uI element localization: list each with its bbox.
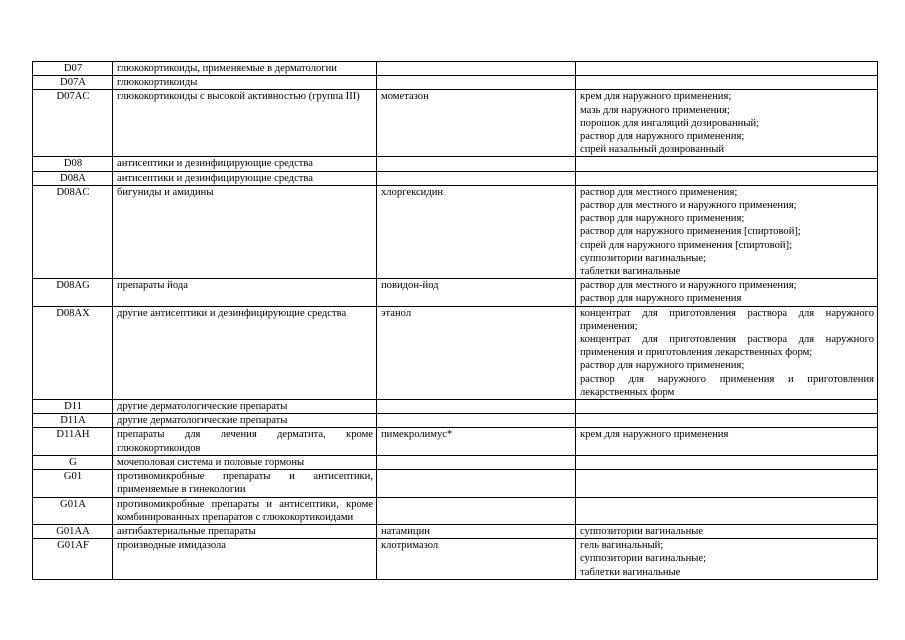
dosage-form-line: раствор для наружного применения и приготовления лекарственных форм bbox=[580, 373, 874, 398]
dosage-form-line: таблетки вагинальные bbox=[580, 266, 681, 278]
active-substance-cell: повидон-йод bbox=[377, 279, 576, 306]
active-substance-cell: этанол bbox=[377, 306, 576, 399]
anatomical-group-cell: мочеполовая система и половые гормоны bbox=[113, 455, 377, 469]
dosage-form-line: раствор для наружного применения [спиртовой]; bbox=[580, 226, 801, 238]
dosage-forms-cell bbox=[576, 185, 878, 278]
table-row bbox=[33, 62, 878, 76]
atc-code-cell: D08A bbox=[33, 171, 113, 185]
dosage-form-line: раствор для наружного применения; bbox=[580, 360, 745, 372]
table-row bbox=[33, 428, 878, 455]
table-row bbox=[33, 470, 878, 497]
atc-drug-table bbox=[32, 61, 878, 580]
anatomical-group-cell: бигуниды и амидины bbox=[113, 185, 377, 278]
anatomical-group-cell: антисептики и дезинфицирующие средства bbox=[113, 171, 377, 185]
dosage-forms-cell bbox=[576, 470, 878, 497]
dosage-forms-cell bbox=[576, 279, 878, 306]
atc-code-cell: D11AH bbox=[33, 428, 113, 455]
dosage-forms-cell bbox=[576, 171, 878, 185]
atc-code-cell: D11A bbox=[33, 414, 113, 428]
table-row bbox=[33, 76, 878, 90]
active-substance-cell bbox=[377, 455, 576, 469]
table-row bbox=[33, 414, 878, 428]
anatomical-group-cell: препараты для лечения дерматита, кроме глюкокортикоидов bbox=[113, 428, 377, 455]
atc-code-cell: D08AG bbox=[33, 279, 113, 306]
anatomical-group-cell: производные имидазола bbox=[113, 539, 377, 580]
atc-code-cell: G01AF bbox=[33, 539, 113, 580]
anatomical-group-cell: другие дерматологические препараты bbox=[113, 400, 377, 414]
dosage-form-line: концентрат для приготовления раствора для наружного применения; bbox=[580, 307, 874, 332]
dosage-forms-cell bbox=[576, 157, 878, 171]
anatomical-group-cell: другие антисептики и дезинфицирующие средства bbox=[113, 306, 377, 399]
dosage-form-line: концентрат для приготовления раствора для наружного применения и приготовления лекарственных форм; bbox=[580, 334, 874, 359]
atc-code-cell: D08AX bbox=[33, 306, 113, 399]
dosage-forms-cell bbox=[576, 414, 878, 428]
table-row bbox=[33, 497, 878, 524]
anatomical-group-cell: антибактериальные препараты bbox=[113, 524, 377, 538]
dosage-form-line: крем для наружного применения bbox=[580, 429, 729, 441]
dosage-forms-cell bbox=[576, 428, 878, 455]
anatomical-group-cell: противомикробные препараты и антисептики, кроме комбинированных препаратов с глюкокортикоидами bbox=[113, 497, 377, 524]
active-substance-cell bbox=[377, 62, 576, 76]
dosage-form-line: суппозитории вагинальные; bbox=[580, 553, 707, 565]
dosage-form-line: раствор для наружного применения; bbox=[580, 131, 745, 143]
table-row bbox=[33, 90, 878, 157]
active-substance-cell: хлоргексидин bbox=[377, 185, 576, 278]
dosage-form-line: мазь для наружного применения; bbox=[580, 104, 730, 116]
dosage-forms-cell bbox=[576, 90, 878, 157]
atc-table-body bbox=[33, 62, 878, 580]
atc-code-cell: G01 bbox=[33, 470, 113, 497]
dosage-forms-cell bbox=[576, 400, 878, 414]
atc-code-cell: D07AC bbox=[33, 90, 113, 157]
atc-code-cell: D08 bbox=[33, 157, 113, 171]
table-row bbox=[33, 279, 878, 306]
dosage-forms-cell bbox=[576, 539, 878, 580]
anatomical-group-cell: глюкокортикоиды, применяемые в дерматологии bbox=[113, 62, 377, 76]
dosage-forms-cell bbox=[576, 76, 878, 90]
dosage-form-line: крем для наружного применения; bbox=[580, 91, 732, 103]
active-substance-cell bbox=[377, 470, 576, 497]
table-row bbox=[33, 400, 878, 414]
dosage-form-line: суппозитории вагинальные; bbox=[580, 252, 707, 264]
dosage-form-line: порошок для ингаляций дозированный; bbox=[580, 117, 760, 129]
document-page bbox=[32, 61, 877, 580]
dosage-form-line: раствор для наружного применения; bbox=[580, 213, 745, 225]
active-substance-cell: пимекролимус* bbox=[377, 428, 576, 455]
table-row bbox=[33, 157, 878, 171]
dosage-form-line: раствор для местного и наружного применения; bbox=[580, 280, 797, 292]
atc-code-cell: G bbox=[33, 455, 113, 469]
dosage-forms-cell bbox=[576, 306, 878, 399]
atc-code-cell: D11 bbox=[33, 400, 113, 414]
anatomical-group-cell: глюкокортикоиды с высокой активностью (группа III) bbox=[113, 90, 377, 157]
atc-code-cell: D08AC bbox=[33, 185, 113, 278]
dosage-forms-cell bbox=[576, 455, 878, 469]
dosage-form-line: спрей для наружного применения [спиртовой]; bbox=[580, 239, 793, 251]
table-row bbox=[33, 455, 878, 469]
table-row bbox=[33, 171, 878, 185]
active-substance-cell bbox=[377, 157, 576, 171]
active-substance-cell bbox=[377, 414, 576, 428]
table-row bbox=[33, 524, 878, 538]
active-substance-cell: натамицин bbox=[377, 524, 576, 538]
dosage-form-line: таблетки вагинальные bbox=[580, 566, 681, 578]
active-substance-cell bbox=[377, 400, 576, 414]
dosage-forms-cell bbox=[576, 497, 878, 524]
dosage-form-line: раствор для местного и наружного применения; bbox=[580, 200, 797, 212]
active-substance-cell bbox=[377, 171, 576, 185]
anatomical-group-cell: антисептики и дезинфицирующие средства bbox=[113, 157, 377, 171]
active-substance-cell bbox=[377, 76, 576, 90]
dosage-forms-cell bbox=[576, 524, 878, 538]
atc-code-cell: G01AA bbox=[33, 524, 113, 538]
dosage-form-line: гель вагинальный; bbox=[580, 540, 664, 552]
anatomical-group-cell: противомикробные препараты и антисептики, применяемые в гинекологии bbox=[113, 470, 377, 497]
table-row bbox=[33, 306, 878, 399]
active-substance-cell: клотримазол bbox=[377, 539, 576, 580]
active-substance-cell bbox=[377, 497, 576, 524]
atc-code-cell: D07A bbox=[33, 76, 113, 90]
atc-code-cell: G01A bbox=[33, 497, 113, 524]
dosage-form-line: раствор для местного применения; bbox=[580, 186, 738, 198]
anatomical-group-cell: глюкокортикоиды bbox=[113, 76, 377, 90]
table-row bbox=[33, 185, 878, 278]
anatomical-group-cell: другие дерматологические препараты bbox=[113, 414, 377, 428]
dosage-form-line: раствор для наружного применения bbox=[580, 293, 742, 305]
active-substance-cell: мометазон bbox=[377, 90, 576, 157]
dosage-forms-cell bbox=[576, 62, 878, 76]
dosage-form-line: спрей назальный дозированный bbox=[580, 144, 725, 156]
dosage-form-line: суппозитории вагинальные bbox=[580, 525, 704, 537]
table-row bbox=[33, 539, 878, 580]
anatomical-group-cell: препараты йода bbox=[113, 279, 377, 306]
atc-code-cell: D07 bbox=[33, 62, 113, 76]
